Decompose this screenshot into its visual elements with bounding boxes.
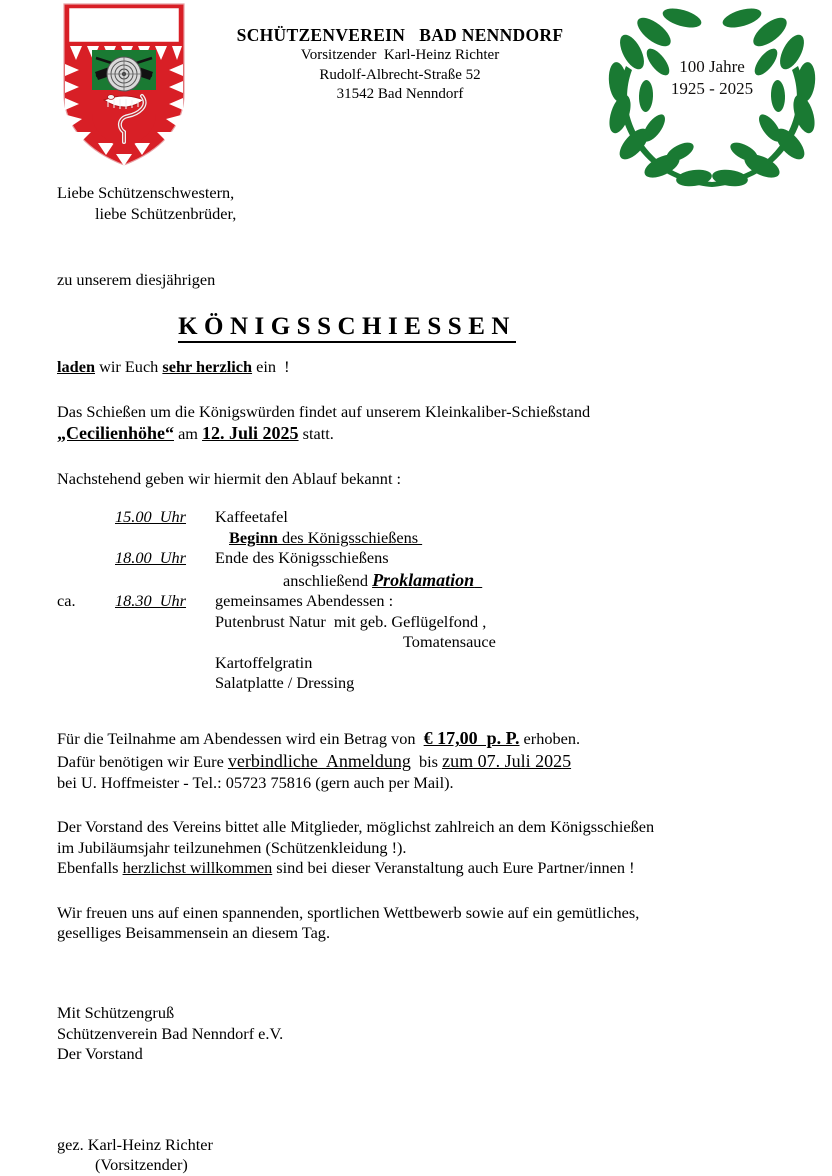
schedule-time-4 <box>115 591 215 611</box>
signed-role: (Vorsitzender) <box>95 1155 188 1175</box>
menu-item-salad: Salatplatte / Dressing <box>215 673 355 692</box>
table-row <box>57 528 496 548</box>
beginn-rest: des Königsschießens <box>277 527 423 547</box>
table-row <box>57 548 496 568</box>
board-signature: Der Vorstand <box>57 1044 143 1064</box>
laurel-wreath-icon <box>596 0 828 192</box>
range-name: „Cecilienhöhe“ <box>57 423 174 444</box>
schedule-desc-1 <box>215 528 496 548</box>
board-line-2: im Jubiläumsjahr teilzunehmen (Schützenkleidung !). <box>57 837 407 857</box>
beginn-word: Beginn <box>229 527 278 547</box>
street-line: Rudolf-Albrecht-Straße 52 <box>319 66 481 83</box>
schedule-time-5 <box>115 612 215 632</box>
menu-item-main: Putenbrust Natur mit geb. Geflügelfond , <box>215 611 487 631</box>
menu-item-sauce-wrap <box>215 632 496 652</box>
event-date: 12. Juli 2025 <box>202 423 299 444</box>
club-address-block <box>200 24 600 104</box>
anniversary-wreath-logo <box>596 0 828 192</box>
schedule-ca-2 <box>57 548 115 568</box>
registration-deadline: zum 07. Juli 2025 <box>442 751 572 772</box>
fee-prefix: Für die Teilnahme am Abendessen wird ein Betrag von <box>57 729 424 749</box>
invite-end: ein ! <box>252 357 290 377</box>
beginn-phrase <box>215 528 422 547</box>
table-row <box>57 632 496 652</box>
venue-line-2 <box>57 422 777 445</box>
salutation-line-2: liebe Schützenbrüder, <box>95 203 237 223</box>
crest-svg <box>62 2 186 167</box>
event-headline-text: KÖNIGSSCHIESSEN <box>178 313 516 343</box>
table-row <box>57 673 496 693</box>
menu-item-gratin: Kartoffelgratin <box>215 652 313 672</box>
club-signature: Schützenverein Bad Nenndorf e.V. <box>57 1023 284 1043</box>
proclamation-wrap <box>215 571 482 590</box>
table-row <box>57 653 496 673</box>
registration-prefix: Dafür benötigen wir Eure <box>57 752 228 772</box>
schedule-ca-1 <box>57 528 115 548</box>
table-row <box>57 507 496 527</box>
letterhead <box>0 0 832 190</box>
schedule-time-2 <box>115 548 215 568</box>
registration-mid: bis <box>410 752 443 772</box>
schedule-desc-3 <box>215 569 496 592</box>
fee-line-2 <box>57 750 777 773</box>
schedule-ca-3 <box>57 569 115 592</box>
event-schedule-table <box>57 507 496 693</box>
contact-line: bei U. Hoffmeister - Tel.: 05723 75816 (gern auch per Mail). <box>57 772 454 792</box>
schedule-time-8 <box>115 673 215 693</box>
registration-required: verbindliche Anmeldung <box>227 751 411 772</box>
time-value: 18.30 Uhr <box>115 591 187 611</box>
invite-emphasis: sehr herzlich <box>162 357 253 377</box>
partners-welcome: herzlichst willkommen <box>122 858 273 878</box>
menu-item-sauce: Tomatensauce <box>403 632 496 652</box>
partners-prefix: Ebenfalls <box>57 858 123 878</box>
schedule-desc-4: gemeinsames Abendessen : <box>215 591 394 611</box>
letter-body <box>57 183 777 1176</box>
venue-statt: statt. <box>298 424 334 444</box>
schedule-ca-0 <box>57 507 115 527</box>
board-line-3 <box>57 858 777 879</box>
table-row <box>57 612 496 632</box>
schedule-intro: Nachstehend geben wir hiermit den Ablauf bekannt : <box>57 468 402 488</box>
schedule-ca-4: ca. <box>57 591 76 611</box>
anschliessend-label: anschließend <box>283 570 373 590</box>
closing-line-1: Wir freuen uns auf einen spannenden, sportlichen Wettbewerb sowie auf ein gemütliches, <box>57 902 640 922</box>
table-row <box>57 569 496 592</box>
fee-line-1 <box>57 727 777 750</box>
club-crest-logo <box>62 2 186 167</box>
chairman-line: Vorsitzender Karl-Heinz Richter <box>300 47 500 64</box>
anniversary-range: 1925 - 2025 <box>670 79 754 99</box>
schedule-time-0 <box>115 507 215 527</box>
anniversary-years-label: 100 Jahre <box>679 57 745 76</box>
time-value: 15.00 Uhr <box>115 507 187 527</box>
schedule-ca-5 <box>57 612 115 632</box>
table-row <box>57 591 496 611</box>
salutation-line-1: Liebe Schützenschwestern, <box>57 183 235 202</box>
schedule-ca-8 <box>57 673 115 693</box>
partners-suffix: sind bei dieser Veranstaltung auch Eure Partner/innen ! <box>272 858 635 878</box>
city-line: 31542 Bad Nenndorf <box>336 85 464 102</box>
schedule-desc-2: Ende des Königsschießens <box>215 548 389 568</box>
proclamation-label: Proklamation <box>372 569 475 590</box>
venue-line-1: Das Schießen um die Königswürden findet auf unserem Kleinkaliber-Schießstand <box>57 401 591 421</box>
closing-line-2: geselliges Beisammensein an diesem Tag. <box>57 923 331 943</box>
schedule-time-6 <box>115 632 215 652</box>
fee-amount: € 17,00 p. P. <box>423 728 520 749</box>
invite-mid: wir Euch <box>95 357 163 377</box>
schedule-time-3 <box>115 569 215 592</box>
proclamation-underline-tail <box>474 571 482 590</box>
fee-suffix: erhoben. <box>519 729 581 749</box>
schedule-time-7 <box>115 653 215 673</box>
signed-by: gez. Karl-Heinz Richter <box>57 1134 213 1154</box>
schedule-desc-0: Kaffeetafel <box>215 507 288 527</box>
invite-verb: laden <box>57 357 96 377</box>
schedule-ca-7 <box>57 653 115 673</box>
greeting-line: Mit Schützengruß <box>57 1002 175 1022</box>
venue-am: am <box>174 424 203 444</box>
invitation-line <box>57 357 777 378</box>
schedule-ca-6 <box>57 632 115 652</box>
board-line-1: Der Vorstand des Vereins bittet alle Mitglieder, möglichst zahlreich an dem Königsschießen <box>57 817 655 837</box>
time-value: 18.00 Uhr <box>115 548 187 568</box>
intro-line: zu unserem diesjährigen <box>57 270 216 290</box>
event-headline <box>57 311 777 343</box>
schedule-time-1 <box>115 528 215 548</box>
club-name: SCHÜTZENVEREIN BAD NENNDORF <box>236 25 564 45</box>
